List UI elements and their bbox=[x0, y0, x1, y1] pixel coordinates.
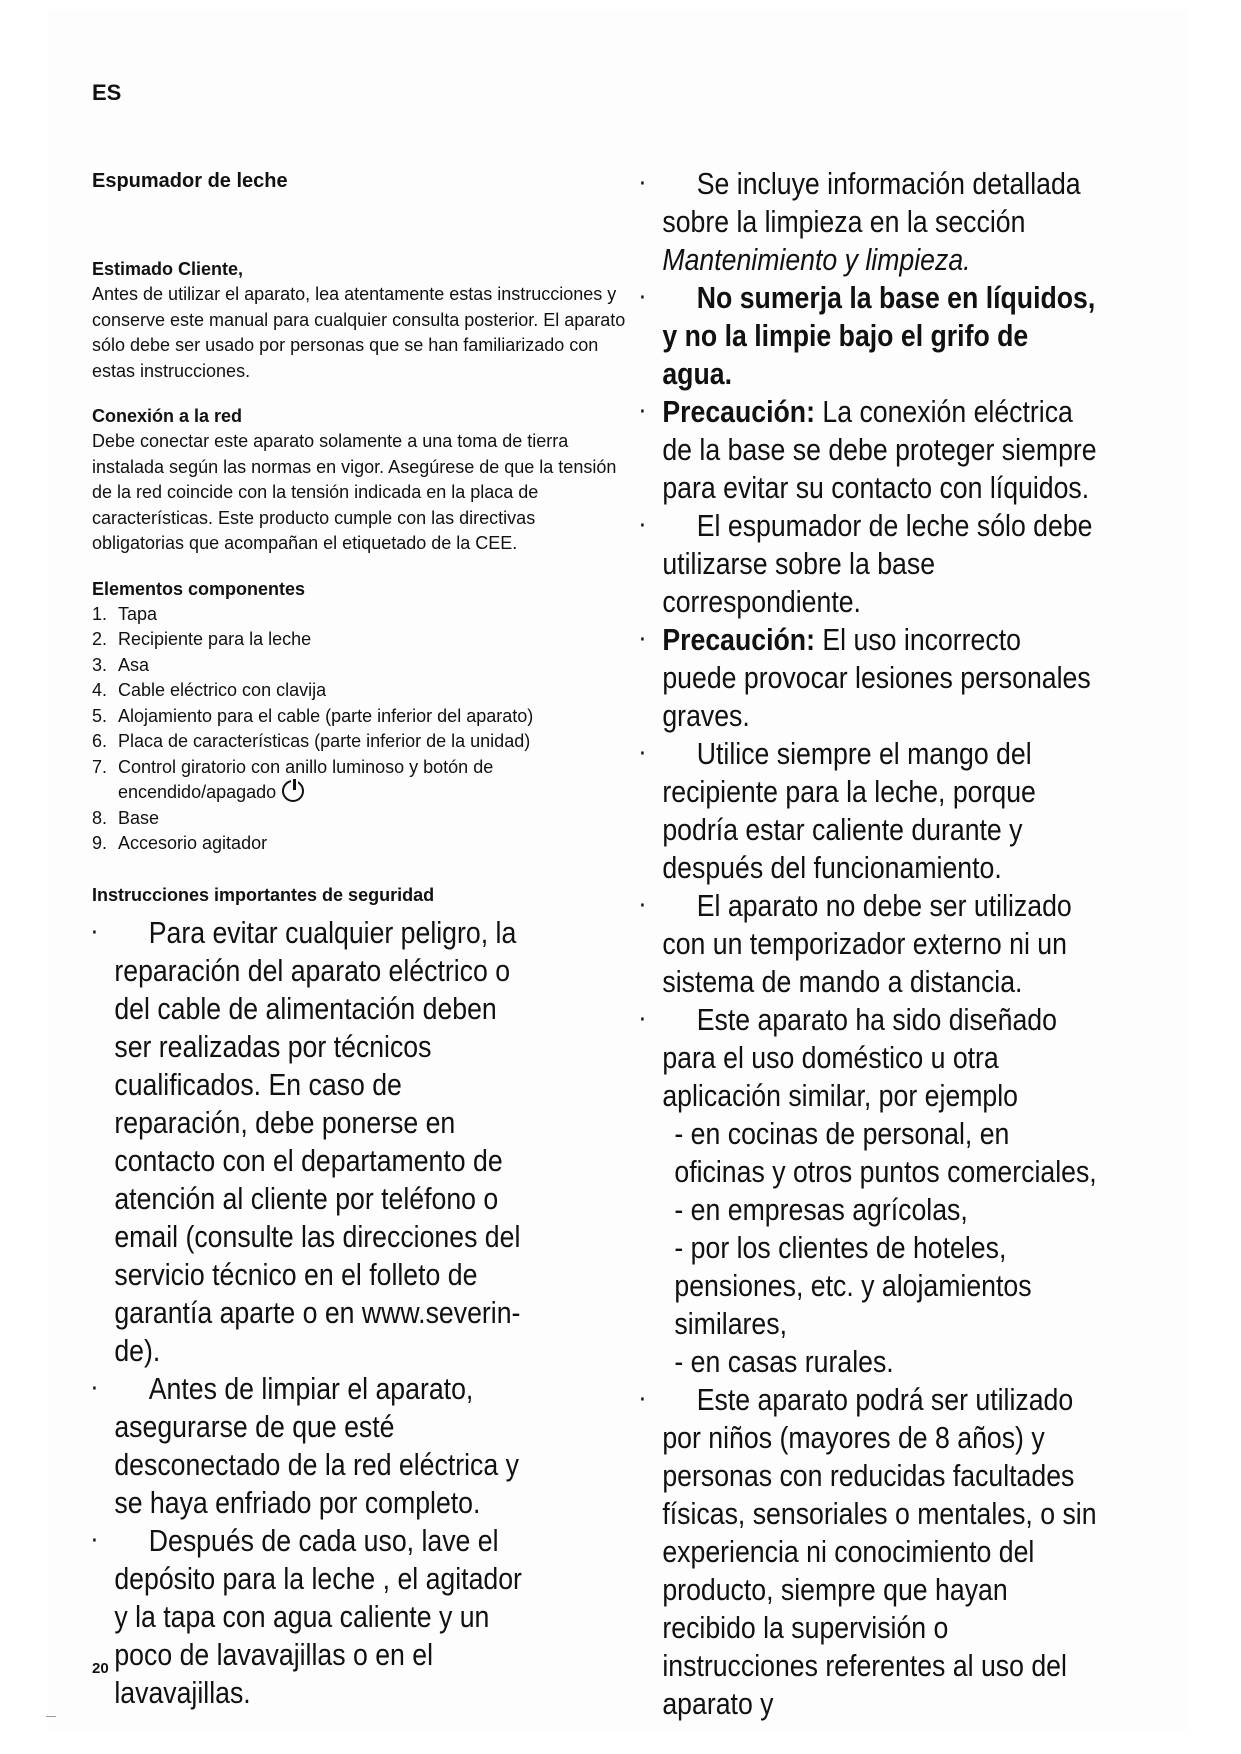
safety-item: · Este aparato ha sido diseñado para el uso doméstico u otra aplicación similar, por ejemplo bbox=[640, 1002, 1057, 1113]
components-list bbox=[92, 602, 632, 857]
safety-item: · No sumerja la base en líquidos, y no la limpie bajo el grifo de agua. bbox=[640, 280, 1096, 391]
language-label: ES bbox=[92, 80, 122, 105]
list-item: 4. Cable eléctrico con clavija bbox=[92, 680, 327, 700]
connection-heading: Conexión a la red bbox=[92, 406, 243, 426]
safety-item: · El aparato no debe ser utilizado con un temporizador externo ni un sistema de mando a distancia. bbox=[640, 888, 1072, 999]
connection-text: Debe conectar este aparato solamente a una toma de tierra instalada según las normas en vigor. Asegúrese de que la tensión de la red coincide con la tensión indicada en la placa de características. Este producto cumple con las directivas obligatorias que acompañan el etiquetado de la CEE. bbox=[92, 431, 617, 553]
intro-text: Antes de utilizar el aparato, lea atentamente estas instrucciones y conserve este manual para cualquier consulta posterior. El aparato sólo debe ser usado por personas que se han familiarizado con estas instrucciones. bbox=[92, 284, 626, 381]
safety-item: · El espumador de leche sólo debe utilizarse sobre la base correspondiente. bbox=[640, 508, 1093, 619]
list-item: 1. Tapa bbox=[92, 603, 158, 624]
domestic-use-item: - en cocinas de personal, en oficinas y otros puntos comerciales, bbox=[674, 1116, 1097, 1189]
safety-item: · Este aparato podrá ser utilizado por niños (mayores de 8 años) y personas con reducidas facultades físicas, sensoriales o mentales, o sin experiencia ni conocimiento del producto, siempre que hayan recibido la supervisión o instrucciones referentes al uso del aparato y bbox=[640, 1382, 1097, 1721]
list-item: 6. Placa de características (parte inferior de la unidad) bbox=[92, 731, 531, 751]
domestic-use-item: - en casas rurales. bbox=[674, 1344, 894, 1379]
crop-mark bbox=[46, 1716, 56, 1717]
safety-heading: Instrucciones importantes de seguridad bbox=[92, 884, 435, 905]
list-item: 9. Accesorio agitador bbox=[92, 833, 268, 853]
safety-item: · Utilice siempre el mango del recipiente para la leche, porque podría estar caliente durante y después del funcionamiento. bbox=[640, 736, 1036, 885]
safety-item: · Se incluye información detallada sobre la limpieza en la sección Mantenimiento y limpieza. bbox=[640, 166, 1081, 277]
document-title: Espumador de leche bbox=[92, 170, 288, 192]
page-number: 20 bbox=[92, 1660, 109, 1677]
list-item: 8. Base bbox=[92, 807, 160, 828]
domestic-use-item: - por los clientes de hoteles, pensiones, etc. y alojamientos similares, bbox=[674, 1230, 1032, 1341]
list-item: 2. Recipiente para la leche bbox=[92, 629, 312, 649]
safety-item: · Precaución: El uso incorrecto puede provocar lesiones personales graves. bbox=[640, 622, 1091, 733]
safety-item: · Para evitar cualquier peligro, la reparación del aparato eléctrico o del cable de alimentación deben ser realizadas por técnicos cualificados. En caso de reparación, debe ponerse en contacto con el departamento de atención al cliente por teléfono o email (consulte las direcciones del servicio técnico en el folleto de garantía aparte o en www.severin-de). bbox=[92, 914, 521, 1368]
right-column bbox=[640, 165, 1180, 1723]
domestic-use-item: - en empresas agrícolas, bbox=[674, 1192, 968, 1227]
power-icon bbox=[282, 780, 304, 802]
list-item: 3. Asa bbox=[92, 654, 150, 675]
list-item: 5. Alojamiento para el cable (parte inferior del aparato) bbox=[92, 705, 534, 726]
safety-item: · Después de cada uso, lave el depósito para la leche , el agitador y la tapa con agua caliente y un poco de lavavajillas o en el lavavajillas. bbox=[92, 1522, 522, 1710]
intro-heading: Estimado Cliente, bbox=[92, 259, 244, 279]
list-item: 7. Control giratorio con anillo luminoso y botón de encendido/apagado bbox=[92, 756, 494, 802]
safety-item: · Precaución: La conexión eléctrica de la base se debe proteger siempre para evitar su contacto con líquidos. bbox=[640, 394, 1097, 505]
safety-right-block bbox=[640, 165, 1100, 1723]
safety-left-block bbox=[92, 914, 539, 1712]
left-column bbox=[92, 170, 632, 1712]
components-heading: Elementos componentes bbox=[92, 578, 306, 599]
safety-item: · Antes de limpiar el aparato, asegurarse de que esté desconectado de la red eléctrica y se haya enfriado por completo. bbox=[92, 1370, 519, 1520]
